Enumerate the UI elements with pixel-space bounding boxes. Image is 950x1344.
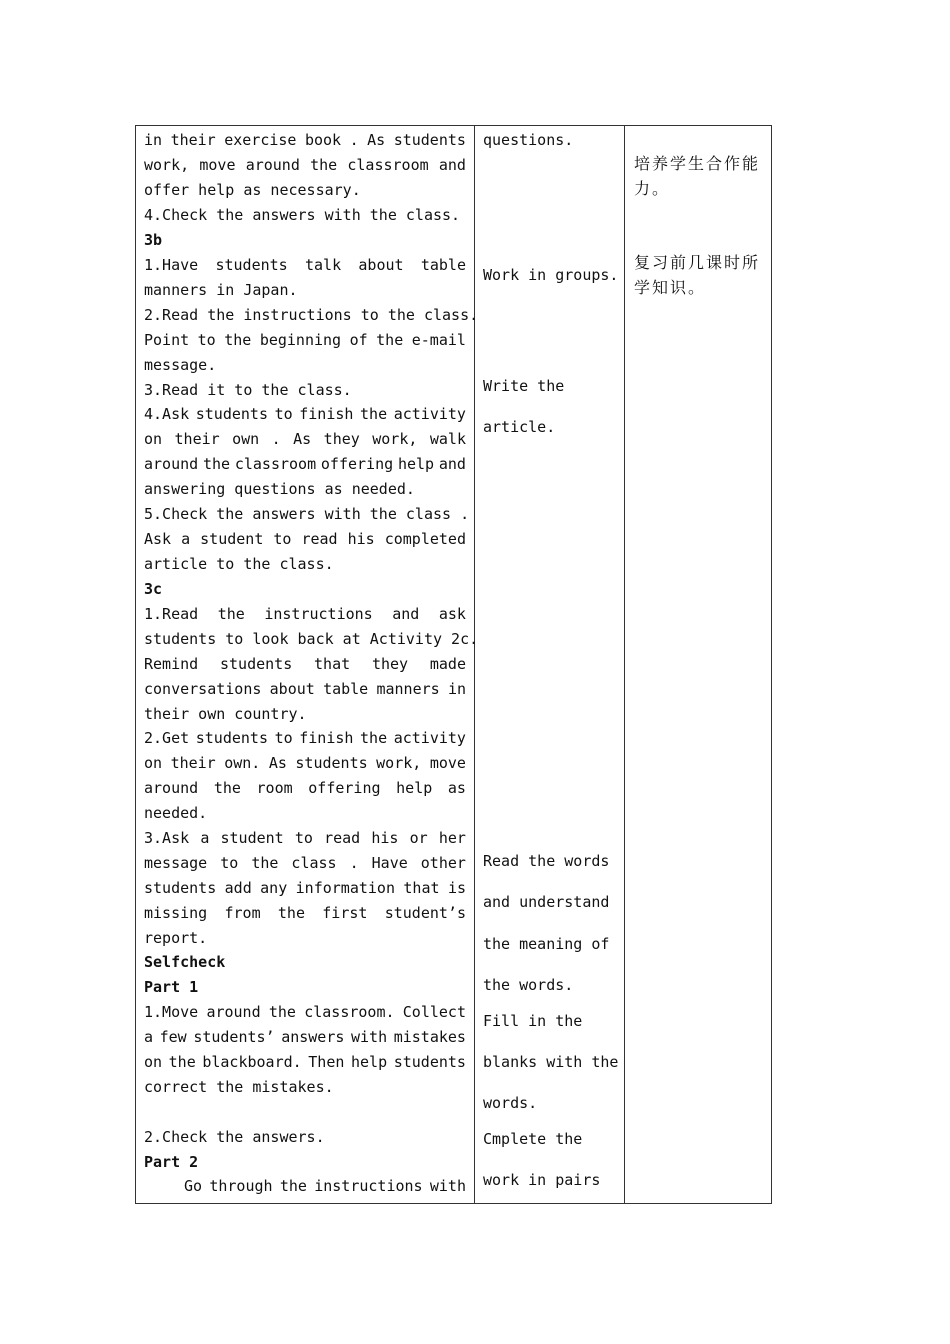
student-line: Fill in the [483, 1012, 583, 1030]
student-line: Write the [483, 377, 565, 395]
teacher-line: article to the class. [144, 555, 334, 573]
section-heading-selfcheck: Selfcheck [144, 953, 226, 971]
teacher-line: message. [144, 356, 217, 374]
teacher-line: 4.Ask students to finish the activity [144, 405, 466, 423]
student-line: the words. [483, 976, 574, 994]
teacher-line: report. [144, 929, 208, 947]
teacher-line: on their own . As they work, walk [144, 430, 466, 448]
student-line: words. [483, 1094, 538, 1112]
teacher-line: around the classroom offering help and [144, 455, 466, 473]
teacher-line: 3.Ask a student to read his or her [144, 829, 466, 847]
purpose-line: 培养学生合作能 [634, 154, 761, 173]
teacher-line: conversations about table manners in [144, 680, 466, 698]
student-line: Read the words [483, 852, 610, 870]
teacher-line: offer help as necessary. [144, 181, 361, 199]
teacher-line: missing from the first student’s [144, 904, 466, 922]
teacher-line: 1.Read the instructions and ask [144, 605, 466, 623]
teacher-line: work, move around the classroom and [144, 156, 466, 174]
teacher-line: needed. [144, 804, 208, 822]
teacher-line: 3.Read it to the class. [144, 381, 352, 399]
teacher-line: manners in Japan. [144, 281, 298, 299]
teacher-line: students add any information that is [144, 879, 466, 897]
section-heading-part1: Part 1 [144, 978, 199, 996]
student-line: the meaning of [483, 935, 610, 953]
column-divider [474, 126, 475, 1203]
lesson-plan-table [135, 125, 772, 1204]
teacher-line: Point to the beginning of the e-mail [144, 331, 466, 349]
student-line: Work in groups. [483, 266, 619, 284]
teacher-line: answering questions as needed. [144, 480, 415, 498]
student-line: and understand [483, 893, 610, 911]
teacher-line: correct the mistakes. [144, 1078, 334, 1096]
section-heading-part2: Part 2 [144, 1153, 199, 1171]
student-line: article. [483, 418, 556, 436]
teacher-line: on their own. As students work, move [144, 754, 466, 772]
teacher-line: on the blackboard. Then help students [144, 1053, 466, 1071]
teacher-line: Remind students that they made [144, 655, 466, 673]
column-divider [624, 126, 625, 1203]
teacher-line: 4.Check the answers with the class. [144, 206, 461, 224]
teacher-line: students to look back at Activity 2c. [144, 630, 479, 648]
section-heading-3c: 3c [144, 580, 163, 598]
student-line: questions. [483, 131, 574, 149]
teacher-line: Go through the instructions with [184, 1177, 466, 1195]
teacher-line: a few students’ answers with mistakes [144, 1028, 466, 1046]
teacher-line: message to the class . Have other [144, 854, 466, 872]
teacher-line: their own country. [144, 705, 307, 723]
teacher-line: 2.Get students to finish the activity [144, 729, 466, 747]
student-line: blanks with the [483, 1053, 619, 1071]
purpose-line: 力。 [634, 179, 671, 198]
teacher-line: Ask a student to read his completed [144, 530, 466, 548]
teacher-line: 5.Check the answers with the class . [144, 505, 470, 523]
teacher-line: 2.Read the instructions to the class. [144, 306, 479, 324]
purpose-line: 复习前几课时所 [634, 253, 761, 272]
teacher-line: 2.Check the answers. [144, 1128, 325, 1146]
purpose-line: 学知识。 [634, 278, 707, 297]
teacher-line: 1.Move around the classroom. Collect [144, 1003, 466, 1021]
teacher-line: around the room offering help as [144, 779, 466, 797]
student-line: Cmplete the [483, 1130, 583, 1148]
teacher-line: in their exercise book . As students [144, 131, 466, 149]
teacher-line: 1.Have students talk about table [144, 256, 466, 274]
student-line: work in pairs [483, 1171, 601, 1189]
section-heading-3b: 3b [144, 231, 163, 249]
